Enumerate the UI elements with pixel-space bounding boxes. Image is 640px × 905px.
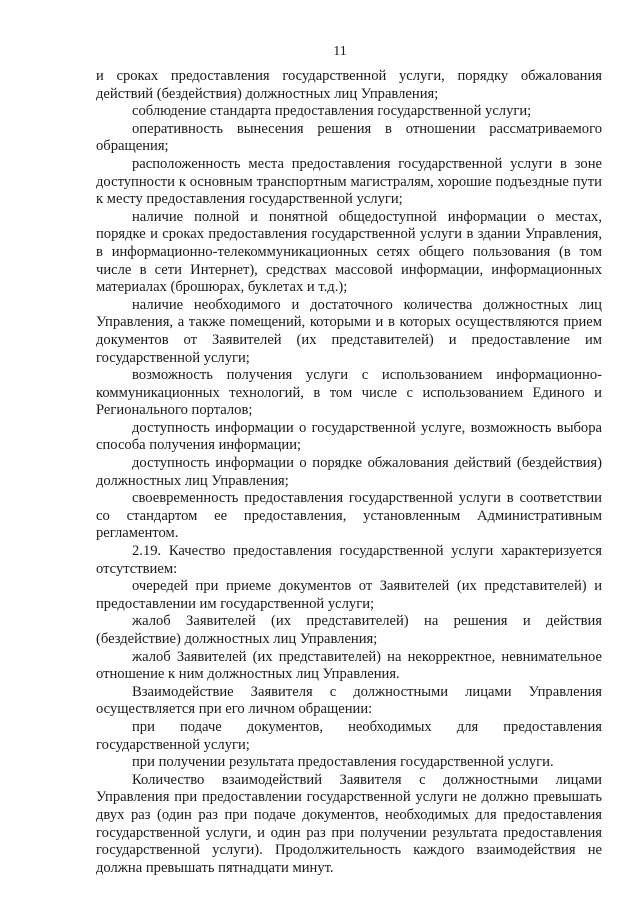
paragraph: оперативность вынесения решения в отношении рассматриваемого обращения; bbox=[96, 120, 602, 155]
paragraph: очередей при приеме документов от Заявителей (их представителей) и предоставлении им государственной услуги; bbox=[96, 578, 602, 612]
paragraph: доступность информации о государственной услуге, возможность выбора способа получения информации; bbox=[96, 419, 602, 454]
paragraph: расположенность места предоставления государственной услуги в зоне доступности к основным транспортным магистралям, хорошие подъездные пути к месту предоставления государственной услуги; bbox=[96, 155, 602, 208]
paragraph: доступность информации о порядке обжалования действий (бездействия) должностных лиц Управления; bbox=[96, 455, 602, 489]
paragraph: при получении результата предоставления государственной услуги. bbox=[132, 754, 554, 771]
paragraph: при подаче документов, необходимых для предоставления государственной услуги; bbox=[96, 718, 602, 753]
paragraph: жалоб Заявителей (их представителей) на решения и действия (бездействие) должностных лиц Управления; bbox=[96, 613, 602, 647]
paragraph: и сроках предоставления государственной услуги, порядку обжалования действий (бездействия) должностных лиц Управления; bbox=[96, 68, 602, 102]
section-heading-paragraph: 2.19. Качество предоставления государственной услуги характеризуется отсутствием: bbox=[96, 543, 602, 577]
page-number: 11 bbox=[333, 44, 347, 59]
paragraph: жалоб Заявителей (их представителей) на некорректное, невнимательное отношение к ним должностных лиц Управления. bbox=[96, 648, 602, 683]
paragraph: соблюдение стандарта предоставления государственной услуги; bbox=[132, 103, 532, 120]
paragraph: Взаимодействие Заявителя с должностными лицами Управления осуществляется при его личном обращении: bbox=[96, 683, 602, 718]
paragraph: наличие необходимого и достаточного количества должностных лиц Управления, а также помещений, которыми и в которых осуществляются прием документов от Заявителей (их представителей) и предоставление им государственной услуги; bbox=[96, 296, 602, 366]
paragraph: наличие полной и понятной общедоступной информации о местах, порядке и сроках предоставления государственной услуги в здании Управления, в информационно-телекоммуникационных сетях общего пользования (в том числе в сети Интернет), средствах массовой информации, информационных материалах (брошюрах, буклетах и т.д.); bbox=[96, 208, 602, 296]
page-content bbox=[96, 68, 602, 877]
paragraph: своевременность предоставления государственной услуги в соответствии со стандартом ее предоставления, установленным Административным регламентом. bbox=[96, 490, 602, 542]
paragraph: Количество взаимодействий Заявителя с должностными лицами Управления при предоставлении государственной услуги не должно превышать двух раз (один раз при подаче документов, необходимых для предоставления государственной услуги, и один раз при получении результата предоставления государственной услуги). Продолжительность каждого взаимодействия не должна превышать пятнадцати минут. bbox=[96, 771, 602, 876]
paragraph: возможность получения услуги с использованием информационно-коммуникационных технологий, в том числе с использованием Единого и Регионального порталов; bbox=[96, 367, 602, 419]
